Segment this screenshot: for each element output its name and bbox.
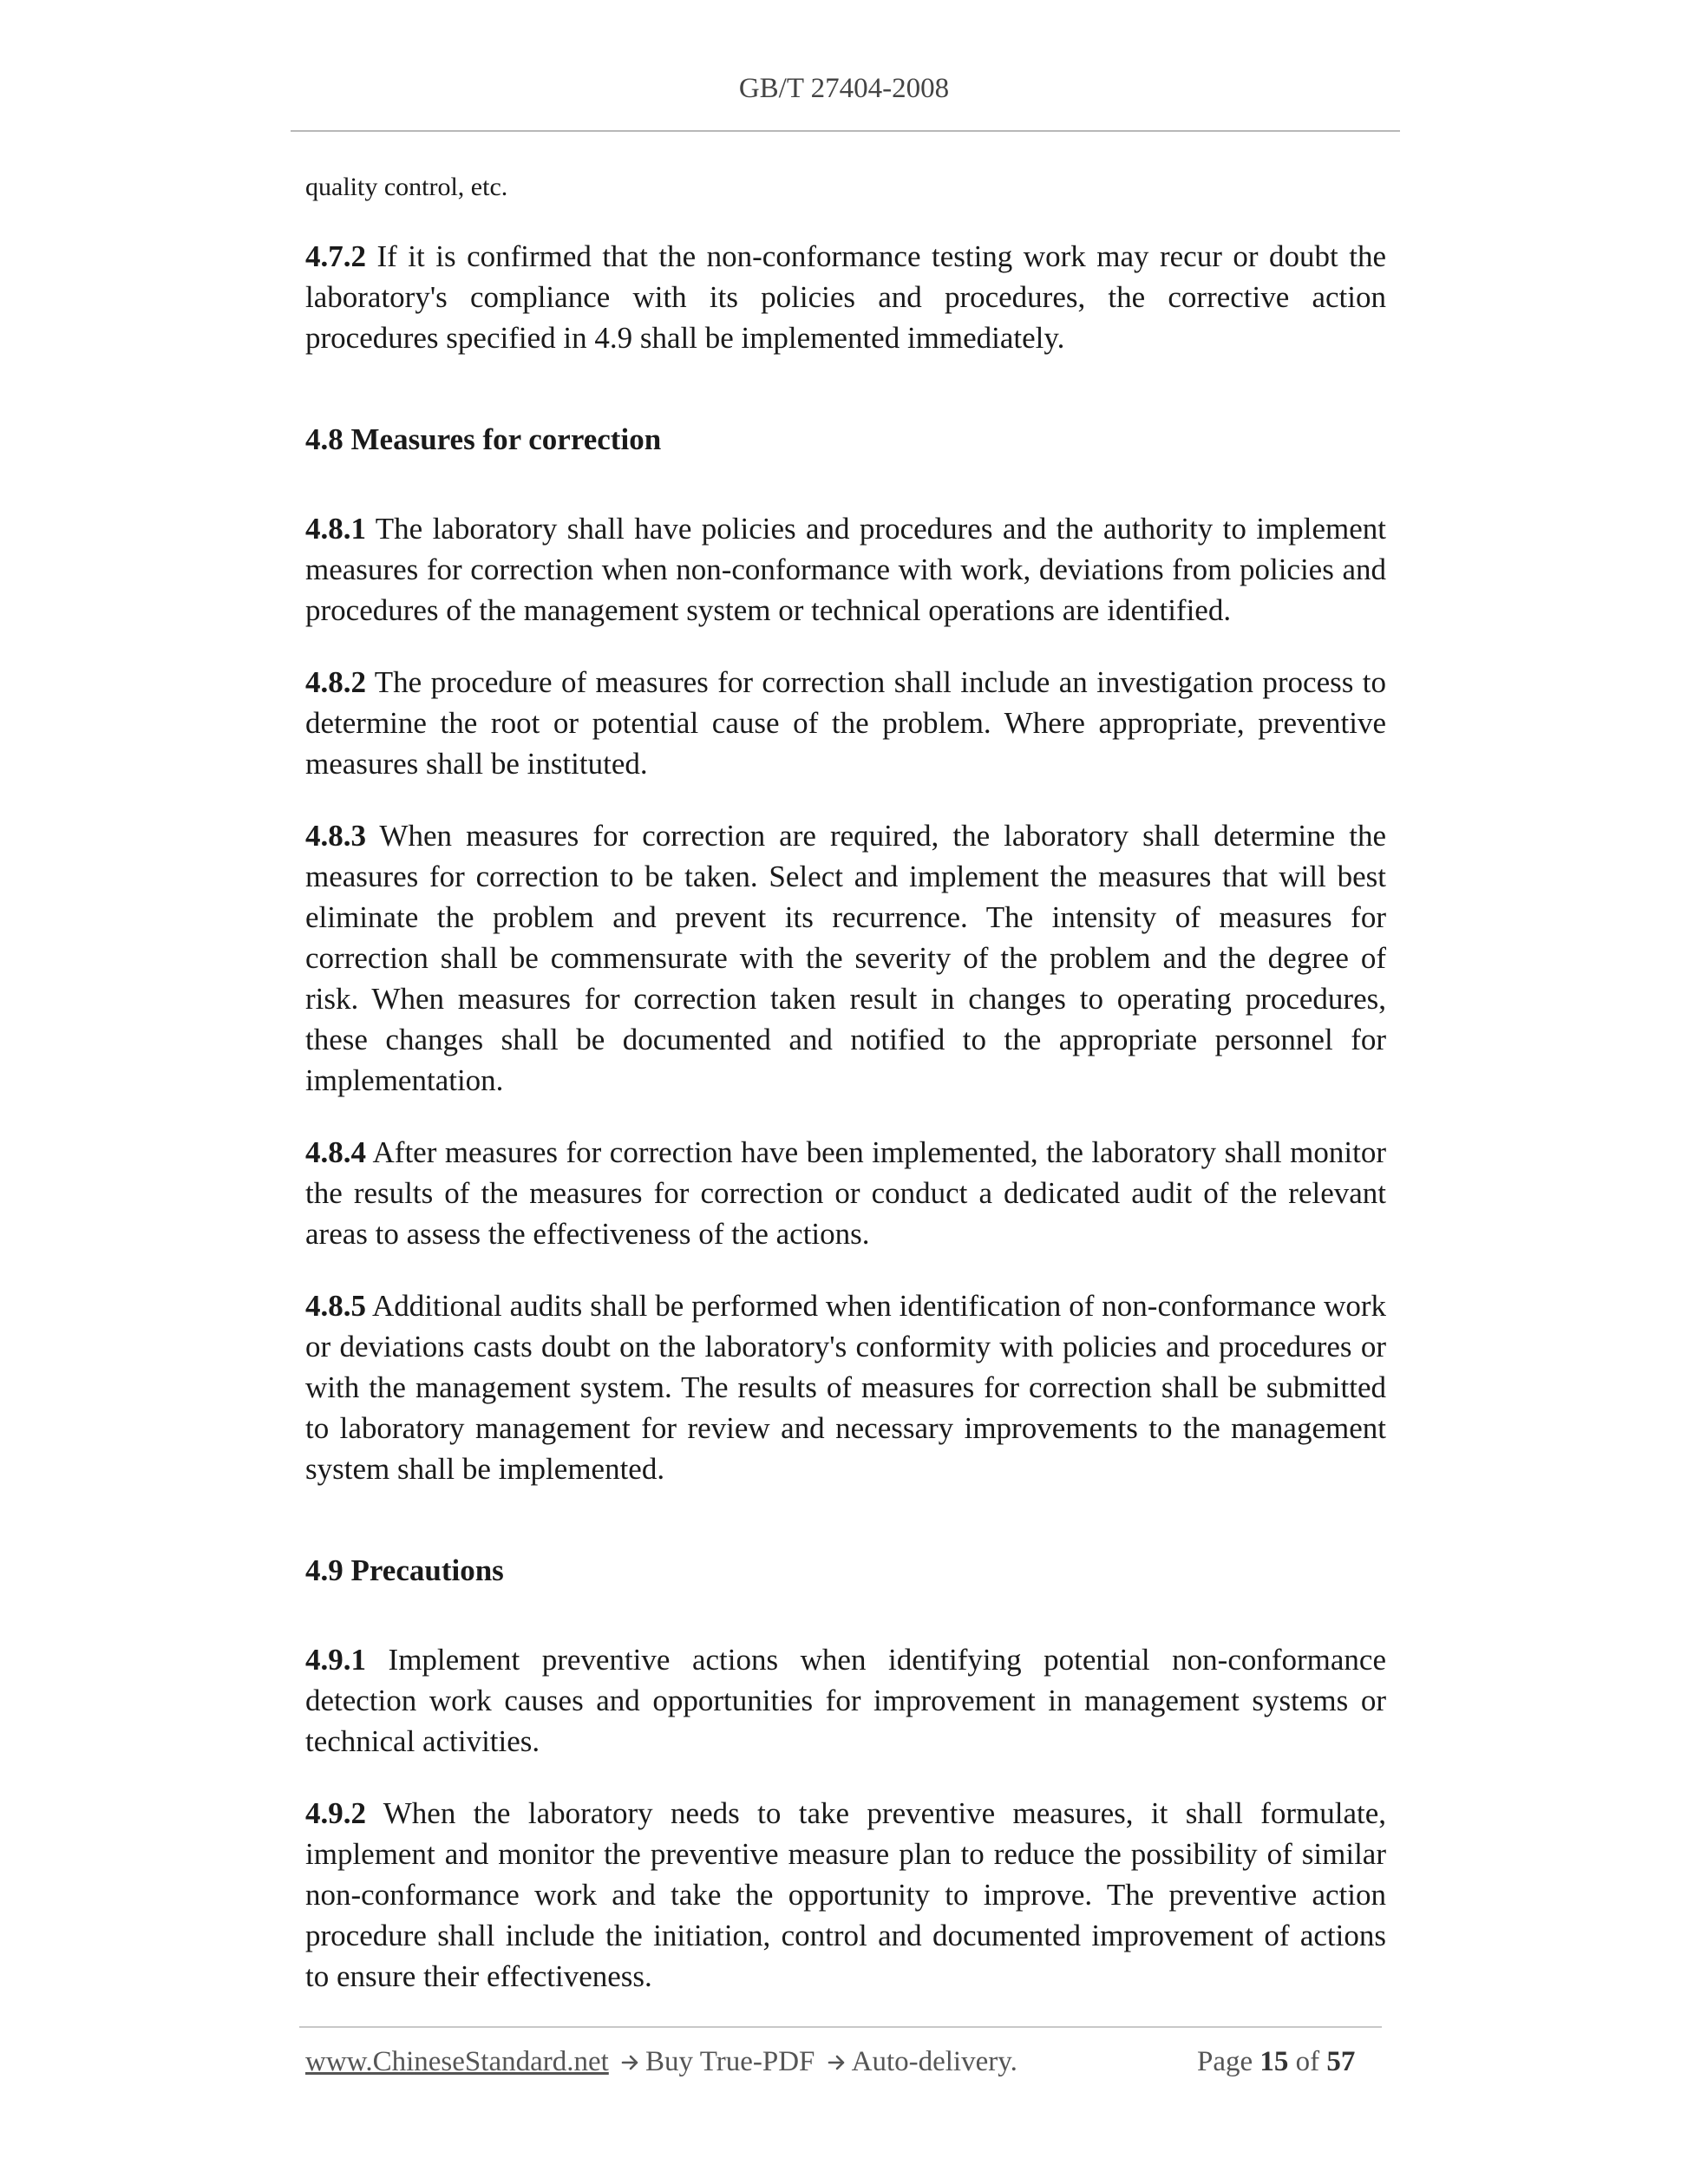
clause-4-8-5 — [305, 1285, 1386, 1489]
clause-4-7-2 — [305, 236, 1386, 358]
footer-promo — [305, 2046, 1017, 2080]
footer-divider — [299, 2026, 1382, 2028]
section-heading-4-9: 4.9 Precautions — [305, 1553, 504, 1587]
arrow-right-icon — [828, 2048, 847, 2080]
clause-number: 4.9.1 — [305, 1643, 366, 1677]
clause-number: 4.8.5 — [305, 1289, 366, 1323]
clause-text: The laboratory shall have policies and procedures and the authority to implement measures for correction when non-conformance with work, deviations from policies and procedures of the management system or technical operations are identified. — [305, 512, 1386, 627]
clause-text: When measures for correction are required, the laboratory shall determine the measures for correction to be taken. Select and implement the measures that will best eliminate the problem and prevent its recurrence. The intensity of measures for correction shall be commensurate with the severity of the problem and the degree of risk. When measures for correction taken result in changes to operating procedures, these changes shall be documented and notified to the appropriate personnel for implementation. — [305, 819, 1386, 1097]
page-of: of — [1295, 2046, 1320, 2077]
clause-4-9-2 — [305, 1793, 1386, 1997]
clause-text: Additional audits shall be performed when identification of non-conformance work or deviations casts doubt on the laboratory's conformity with policies and procedures or with the management system. The results of measures for correction shall be submitted to laboratory management for review and necessary improvements to the management system shall be implemented. — [305, 1289, 1386, 1486]
clause-number: 4.7.2 — [305, 239, 366, 273]
clause-number: 4.8.2 — [305, 665, 366, 699]
page-total: 57 — [1326, 2046, 1356, 2077]
clause-text: The procedure of measures for correction shall include an investigation process to determine the root or potential cause of the problem. Where appropriate, preventive measures shall be instituted. — [305, 665, 1386, 781]
clause-number: 4.8.3 — [305, 819, 366, 853]
clause-number: 4.8.1 — [305, 512, 366, 546]
footer-step-delivery: Auto-delivery. — [851, 2046, 1017, 2077]
header-divider — [291, 130, 1400, 132]
clause-4-8-4 — [305, 1132, 1386, 1254]
clause-text: If it is confirmed that the non-conformance testing work may recur or doubt the laboratory's compliance with its policies and procedures, the corrective action procedures specified in 4.9 shall be implemented immediately. — [305, 239, 1386, 355]
continued-text: quality control, etc. — [305, 173, 508, 201]
document-code-header: GB/T 27404-2008 — [738, 73, 950, 104]
clause-number: 4.9.2 — [305, 1796, 366, 1830]
page-number — [1197, 2046, 1355, 2078]
clause-4-9-1 — [305, 1639, 1386, 1762]
page-label: Page — [1197, 2046, 1253, 2077]
clause-text: Implement preventive actions when identifying potential non-conformance detection work causes and opportunities for improvement in management systems or technical activities. — [305, 1643, 1386, 1758]
clause-4-8-2 — [305, 662, 1386, 784]
arrow-right-icon — [621, 2048, 640, 2080]
page-current: 15 — [1259, 2046, 1289, 2077]
website-link[interactable]: www.ChineseStandard.net — [305, 2046, 609, 2077]
clause-text: After measures for correction have been implemented, the laboratory shall monitor the results of the measures for correction or conduct a dedicated audit of the relevant areas to assess the effectiveness of the actions. — [305, 1135, 1386, 1251]
clause-text: When the laboratory needs to take preventive measures, it shall formulate, implement and monitor the preventive measure plan to reduce the possibility of similar non-conformance work and take the opportunity to improve. The preventive action procedure shall include the initiation, control and documented improvement of actions to ensure their effectiveness. — [305, 1796, 1386, 1993]
section-heading-4-8: 4.8 Measures for correction — [305, 422, 662, 456]
page-body — [305, 170, 1386, 1997]
footer-step-buy: Buy True-PDF — [645, 2046, 815, 2077]
clause-4-8-1 — [305, 508, 1386, 631]
clause-4-8-3 — [305, 815, 1386, 1101]
clause-number: 4.8.4 — [305, 1135, 366, 1169]
